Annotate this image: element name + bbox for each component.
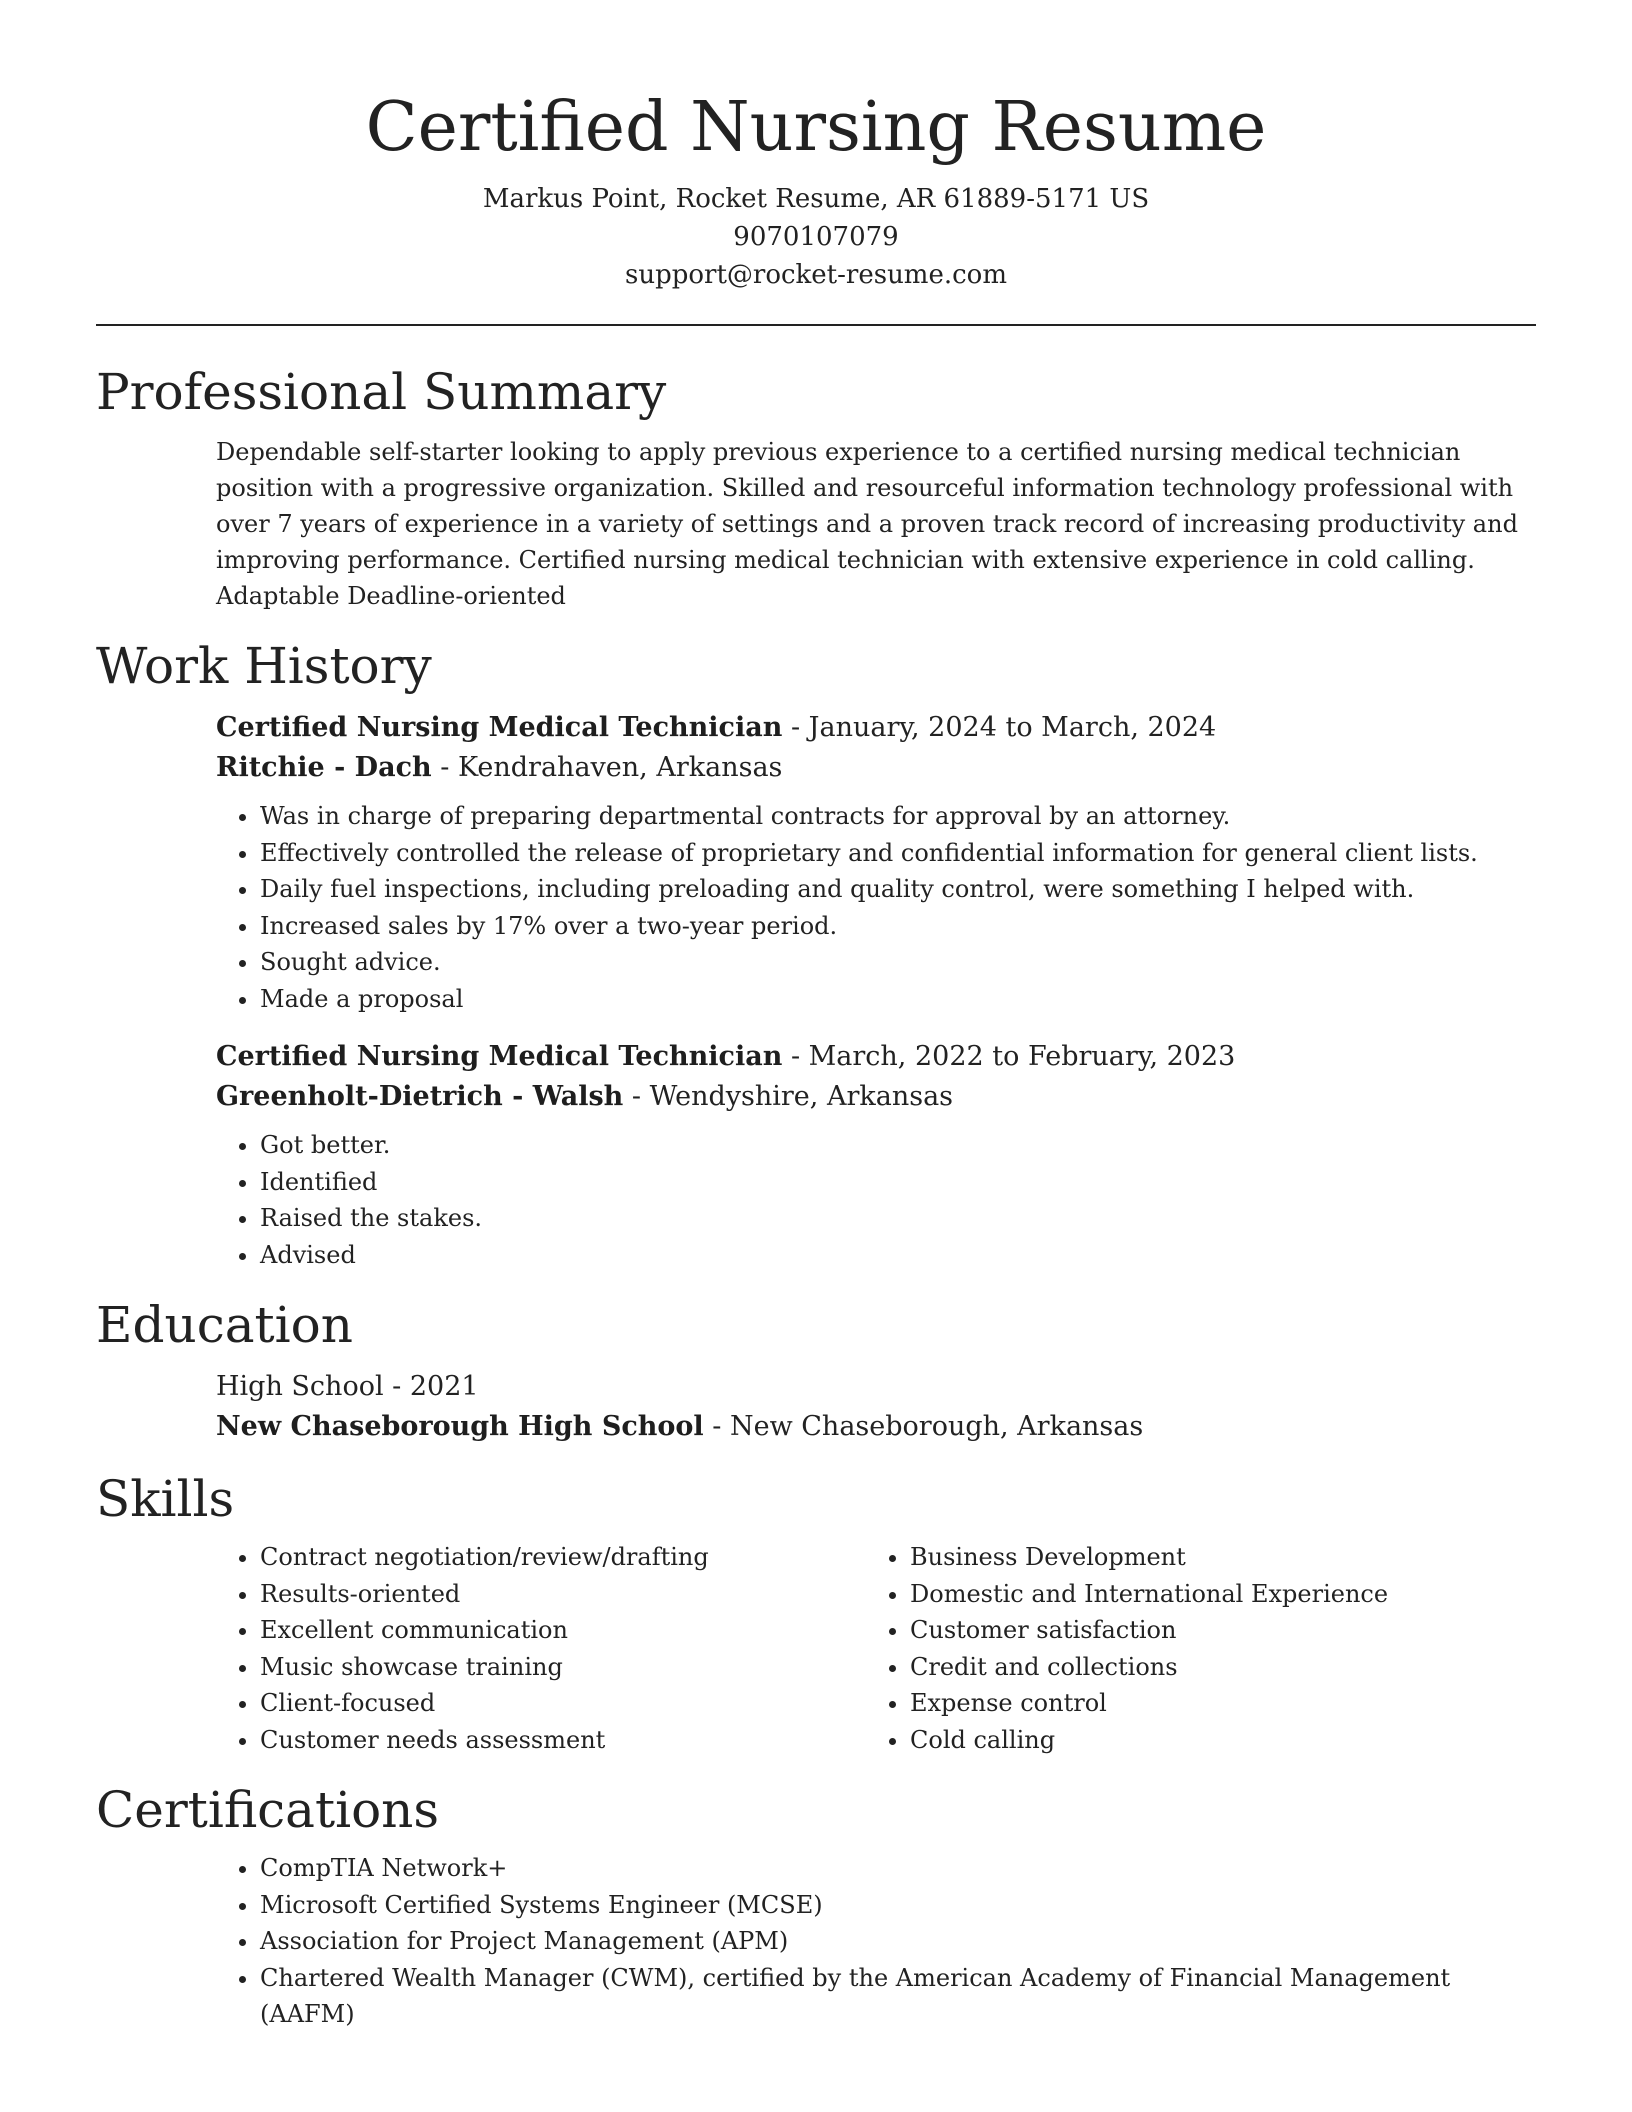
skills-list-right	[866, 1539, 1516, 1758]
list-item: • Music showcase training	[260, 1649, 866, 1686]
list-item: • Got better.	[260, 1127, 1536, 1164]
skills-heading: Skills	[96, 1470, 235, 1528]
work-history-heading: Work History	[96, 637, 432, 695]
job-location: - Wendyshire, Arkansas	[623, 1081, 954, 1112]
resume-header	[96, 0, 1536, 294]
job-title: Certified Nursing Medical Technician	[216, 712, 783, 743]
summary-text: Dependable self-starter looking to apply previous experience to a certified nursing medical technician position with a progressive organization. Skilled and resourceful information technology professional with over 7 years of experience in a variety of settings and a proven track record of increasing productivity and improving performance. Certified nursing medical technician with extensive experience in cold calling. Adaptable Deadline-oriented	[216, 438, 1518, 610]
list-item: • Was in charge of preparing departmental contracts for approval by an attorney.	[260, 798, 1536, 835]
certifications-list	[216, 1850, 1536, 2033]
list-item: • Business Development	[910, 1539, 1516, 1576]
job-title-line	[216, 708, 1536, 748]
skills-list-left	[216, 1539, 866, 1758]
education-section	[96, 1295, 1536, 1447]
job-duties-list	[216, 1127, 1536, 1273]
list-item: • Contract negotiation/review/drafting	[260, 1539, 866, 1576]
list-item: • Customer needs assessment	[260, 1722, 866, 1759]
education-location: - New Chaseborough, Arkansas	[703, 1411, 1144, 1442]
skills-column-right	[866, 1539, 1516, 1758]
list-item: • Identified	[260, 1164, 1536, 1201]
list-item: • Results-oriented	[260, 1576, 866, 1613]
education-school-line	[216, 1407, 1536, 1447]
list-item: • Effectively controlled the release of proprietary and confidential information for general client lists.	[260, 835, 1536, 872]
job-entry	[216, 708, 1536, 1017]
list-item: • Microsoft Certified Systems Engineer (MCSE)	[260, 1887, 1536, 1924]
list-item: • Cold calling	[910, 1722, 1516, 1759]
list-item: • Sought advice.	[260, 944, 1536, 981]
job-duties-list	[216, 798, 1536, 1017]
contact-phone: 9070107079	[733, 222, 899, 252]
list-item: • Raised the stakes.	[260, 1200, 1536, 1237]
list-item: • Excellent communication	[260, 1612, 866, 1649]
job-title-line	[216, 1037, 1536, 1077]
list-item: • Expense control	[910, 1685, 1516, 1722]
list-item: • Association for Project Management (APM)	[260, 1923, 1536, 1960]
resume-title: Certified Nursing Resume	[365, 88, 1267, 167]
list-item: • Credit and collections	[910, 1649, 1516, 1686]
certifications-heading: Certifications	[96, 1781, 440, 1839]
contact-address: Markus Point, Rocket Resume, AR 61889-5171 US	[482, 184, 1150, 214]
contact-email: support@rocket-resume.com	[624, 260, 1007, 290]
list-item: • Daily fuel inspections, including preloading and quality control, were something I helped with.	[260, 871, 1536, 908]
job-location: - Kendrahaven, Arkansas	[431, 752, 783, 783]
job-entry	[216, 1037, 1536, 1273]
education-entry	[216, 1367, 1536, 1447]
education-degree: High School - 2021	[216, 1371, 479, 1402]
list-item: • Made a proposal	[260, 981, 1536, 1018]
list-item: • Advised	[260, 1237, 1536, 1274]
job-company: Greenholt-Dietrich - Walsh	[216, 1081, 624, 1112]
job-dates: - January, 2024 to March, 2024	[782, 712, 1217, 743]
certifications-section	[96, 1780, 1536, 2033]
list-item: • Customer satisfaction	[910, 1612, 1516, 1649]
list-item: • CompTIA Network+	[260, 1850, 1536, 1887]
education-school: New Chaseborough High School	[216, 1411, 704, 1442]
header-divider	[96, 324, 1536, 326]
list-item: • Increased sales by 17% over a two-year period.	[260, 908, 1536, 945]
skills-column-left	[216, 1539, 866, 1758]
work-history-section	[96, 636, 1536, 1273]
contact-block	[96, 180, 1536, 294]
list-item: • Client-focused	[260, 1685, 866, 1722]
skills-section	[96, 1469, 1536, 1758]
education-heading: Education	[96, 1296, 353, 1354]
job-dates: - March, 2022 to February, 2023	[782, 1041, 1236, 1072]
job-company-line	[216, 1077, 1536, 1117]
skills-columns	[216, 1539, 1536, 1758]
list-item: • Chartered Wealth Manager (CWM), certified by the American Academy of Financial Management (AAFM)	[260, 1960, 1536, 2033]
job-company: Ritchie - Dach	[216, 752, 432, 783]
job-title: Certified Nursing Medical Technician	[216, 1041, 783, 1072]
summary-section	[96, 362, 1536, 614]
summary-heading: Professional Summary	[96, 363, 667, 421]
job-company-line	[216, 748, 1536, 788]
list-item: • Domestic and International Experience	[910, 1576, 1516, 1613]
